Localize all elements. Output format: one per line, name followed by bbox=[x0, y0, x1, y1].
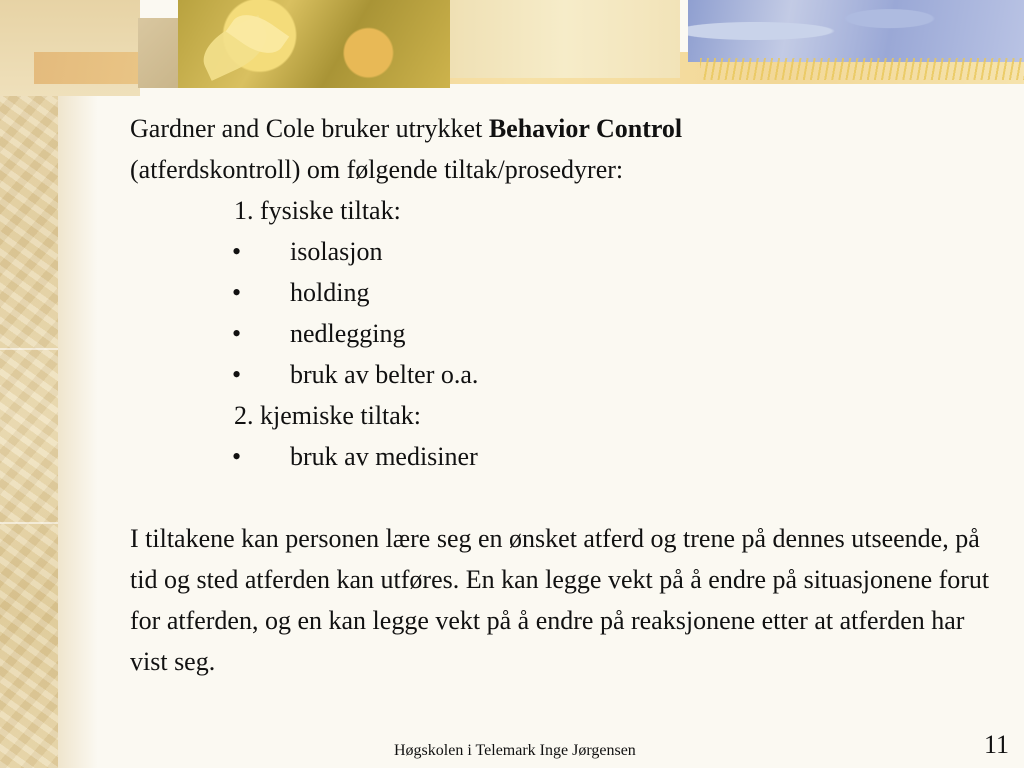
section-heading: 1. fysiske tiltak: bbox=[234, 196, 401, 225]
list-item bbox=[130, 354, 990, 395]
list-item-label: bruk av belter o.a. bbox=[290, 360, 479, 389]
banner-tile bbox=[138, 18, 180, 88]
bullet-icon: • bbox=[232, 442, 242, 471]
strip-seam bbox=[0, 522, 58, 524]
bullet-icon: • bbox=[232, 278, 242, 307]
intro-bold-term: Behavior Control bbox=[488, 114, 683, 143]
list-item bbox=[130, 436, 990, 477]
left-fade bbox=[58, 0, 98, 768]
list-item-label: nedlegging bbox=[290, 319, 406, 348]
list-item bbox=[130, 272, 990, 313]
banner-blue-tile bbox=[688, 0, 1024, 62]
bullet-icon: • bbox=[232, 319, 242, 348]
header-banner bbox=[0, 0, 1024, 96]
spacer bbox=[130, 477, 990, 518]
banner-tile bbox=[450, 0, 680, 78]
intro-line-1 bbox=[130, 108, 990, 149]
page-number: 11 bbox=[984, 730, 1010, 759]
intro-line-2: (atferdskontroll) om følgende tiltak/prosedyrer: bbox=[130, 155, 624, 184]
footer-text: Høgskolen i Telemark Inge Jørgensen bbox=[394, 742, 636, 759]
list-item bbox=[130, 313, 990, 354]
strip-seam bbox=[0, 348, 58, 350]
intro-text: Gardner and Cole bruker utrykket bbox=[130, 114, 489, 143]
slide-body bbox=[130, 108, 990, 682]
list-item-label: bruk av medisiner bbox=[290, 442, 478, 471]
bullet-icon: • bbox=[232, 360, 242, 389]
banner-grass bbox=[700, 58, 1024, 80]
body-paragraph: I tiltakene kan personen lære seg en ønsket atferd og trene på dennes utseende, på tid og sted atferden kan utføres. En kan legge vekt på å endre på situasjonene forut for atferden, og en kan legge vekt på å endre på reaksjonene etter at atferden har vist seg. bbox=[130, 524, 990, 676]
left-decorative-strip bbox=[0, 0, 58, 768]
section-heading: 2. kjemiske tiltak: bbox=[234, 401, 422, 430]
list-item bbox=[130, 231, 990, 272]
list-item-label: holding bbox=[290, 278, 370, 307]
list-item-label: isolasjon bbox=[290, 237, 383, 266]
bullet-icon: • bbox=[232, 237, 242, 266]
